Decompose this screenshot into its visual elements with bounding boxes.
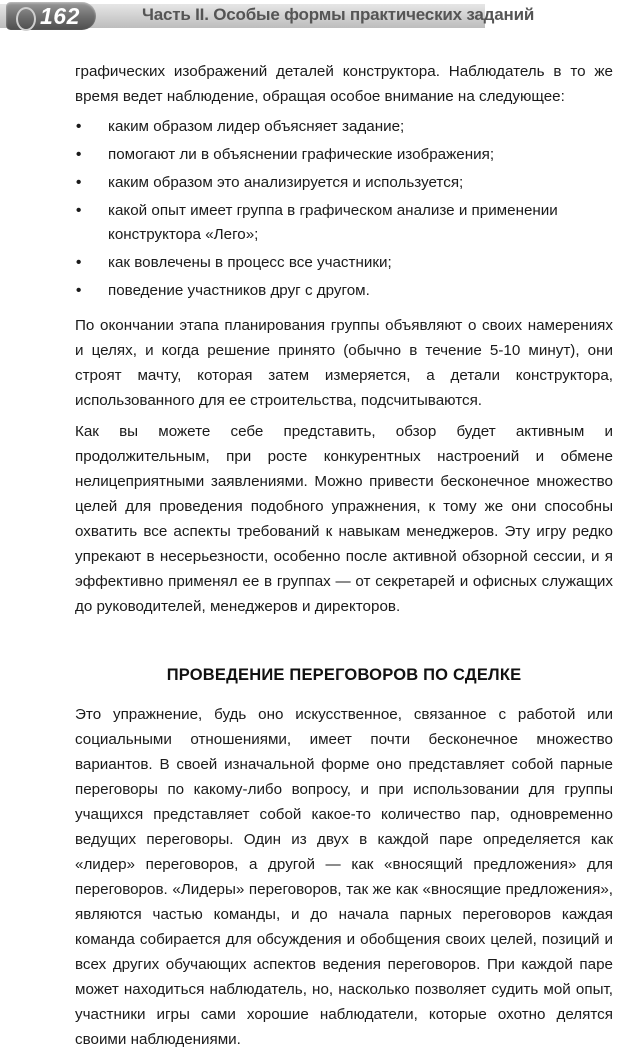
running-head: Часть II. Особые формы практических заданий (142, 5, 535, 24)
list-item (75, 143, 613, 167)
list-item (75, 171, 613, 195)
page-number: 162 (40, 3, 80, 29)
paragraph-intro: графических изображений деталей конструктора. Наблюдатель в то же время ведет наблюдение, обращая особое внимание на следующее: (75, 63, 613, 105)
paragraph-planning: По окончании этапа планирования группы объявляют о своих намерениях и целях, и когда решение принято (обычно в течение 5-10 минут), они строят мачту, которая затем измеряется, а детали конструктора, использованного для ее строительства, подсчитываются. (75, 317, 613, 409)
list-item (75, 115, 613, 139)
list-item-text: какой опыт имеет группа в графическом анализе и применении конструктора «Лего»; (108, 202, 558, 243)
bullet-marker: • (76, 202, 82, 219)
page-header (0, 0, 620, 34)
bullet-marker: • (76, 174, 82, 191)
list-item (75, 251, 613, 275)
bullet-marker: • (76, 282, 82, 299)
paragraph-negotiations: Это упражнение, будь оно искусственное, связанное с работой или социальными отношениями, имеет почти бесконечное множество вариантов. В своей изначальной форме оно представляет собой парные переговоры по какому-либо вопросу, и при использовании для группы учащихся представляет собой какое-то количество пар, одновременно ведущих переговоры. Один из двух в каждой паре определяется как «лидер» переговоров, а другой — как «вносящий предложения» для переговоров. «Лидеры» переговоров, так же как «вносящие предложения», являются частью команды, и до начала парных переговоров каждая команда собирается для обсуждения и обобщения своих целей, позиций и всех других обучающих аспектов ведения переговоров. При каждой паре может находиться наблюдатель, но, насколько позволяет судить мой опыт, участники игры сами хорошие наблюдатели, которые охотно делятся своими наблюдениями. (75, 706, 613, 1048)
list-item-text: каким образом это анализируется и используется; (108, 174, 464, 191)
list-item-text: как вовлечены в процесс все участники; (108, 254, 392, 271)
paragraph-review: Как вы можете себе представить, обзор будет активным и продолжительным, при росте конкурентных настроений и обмене нелицеприятными заявлениями. Можно привести бесконечное множество целей для проведения подобного упражнения, к тому же они способны охватить все аспекты требований к навыкам менеджеров. Эту игру редко упрекают в несерьезности, особенно после активной обзорной сессии, и я эффективно применял ее в группах — от секретарей и офисных служащих до руководителей, менеджеров и директоров. (75, 423, 613, 615)
bullet-list (75, 115, 613, 303)
disc-icon (16, 7, 36, 31)
page-number-badge (6, 2, 96, 30)
bullet-marker: • (76, 118, 82, 135)
section-heading: ПРОВЕДЕНИЕ ПЕРЕГОВОРОВ ПО СДЕЛКЕ (166, 666, 522, 684)
page-body (75, 59, 613, 1052)
list-item (75, 199, 613, 247)
list-item-text: поведение участников друг с другом. (108, 282, 370, 299)
list-item-text: каким образом лидер объясняет задание; (108, 118, 405, 135)
list-item (75, 279, 613, 303)
list-item-text: помогают ли в объяснении графические изображения; (108, 146, 495, 163)
bullet-marker: • (76, 146, 82, 163)
bullet-marker: • (76, 254, 82, 271)
